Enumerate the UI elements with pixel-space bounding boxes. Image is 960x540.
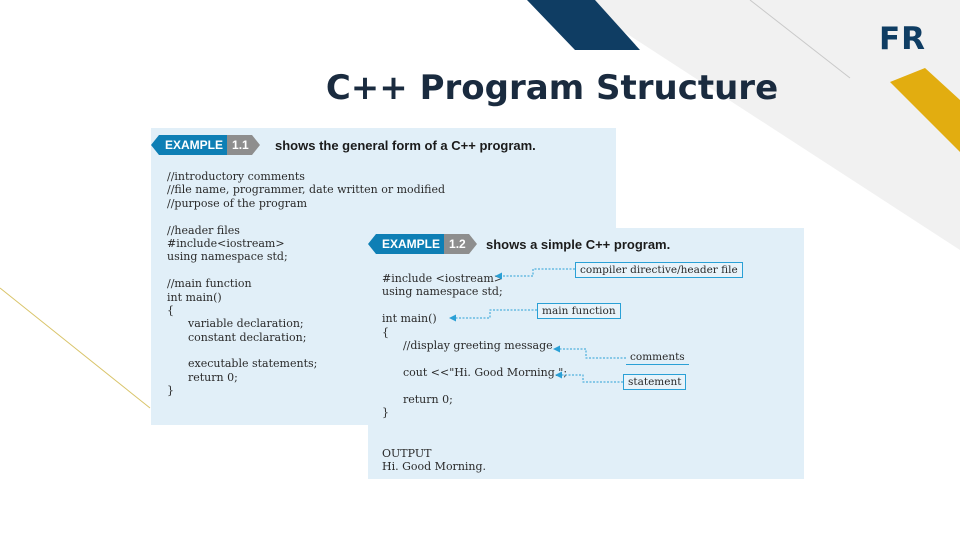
callout-directive: compiler directive/header file xyxy=(575,262,743,278)
callout-main-function: main function xyxy=(537,303,621,319)
code-line: variable declaration; xyxy=(167,317,304,331)
badge-tail-icon xyxy=(368,234,376,254)
code-line: //display greeting message xyxy=(382,338,553,352)
company-logo: FR xyxy=(879,21,927,57)
gold-diagonal-line xyxy=(0,288,150,408)
code-line: int main() xyxy=(382,312,437,326)
code-line: return 0; xyxy=(382,392,453,406)
code-line: Hi. Good Morning. xyxy=(382,460,487,474)
code-line: int main() xyxy=(167,290,222,304)
code-line: //introductory comments xyxy=(167,170,305,183)
example-1-2-output xyxy=(382,447,486,474)
code-line xyxy=(382,379,567,392)
code-line: cout <<"Hi. Good Morning."; xyxy=(382,365,568,379)
callout-statement: statement xyxy=(623,374,686,390)
slide-title: C++ Program Structure xyxy=(325,68,779,108)
code-line: //header files xyxy=(167,223,240,237)
code-line: constant declaration; xyxy=(167,330,307,344)
code-line: { xyxy=(382,325,389,339)
badge-arrow-icon xyxy=(252,135,260,155)
example-1-2-code xyxy=(382,272,567,419)
badge-word: EXAMPLE xyxy=(159,135,227,155)
badge-word: EXAMPLE xyxy=(376,234,444,254)
code-line: using namespace std; xyxy=(167,250,288,264)
code-line: #include <iostream> xyxy=(382,272,504,285)
badge-number: 1.2 xyxy=(444,234,469,254)
code-line: //file name, programmer, date written or modified xyxy=(167,183,446,197)
example-1-1-caption: shows the general form of a C++ program. xyxy=(275,138,536,153)
example-1-2-card xyxy=(368,228,804,479)
badge-tail-icon xyxy=(151,135,159,155)
code-line: //purpose of the program xyxy=(167,196,308,210)
code-line xyxy=(382,352,567,365)
code-line xyxy=(167,210,445,223)
example-1-2-badge xyxy=(368,234,477,254)
code-line: //main function xyxy=(167,277,252,291)
badge-arrow-icon xyxy=(469,234,477,254)
code-line: using namespace std; xyxy=(382,285,503,299)
code-line: { xyxy=(167,303,174,317)
example-1-1-badge xyxy=(151,135,260,155)
example-1-2-caption: shows a simple C++ program. xyxy=(486,237,671,252)
code-line: } xyxy=(382,405,389,419)
code-line: return 0; xyxy=(167,370,238,384)
code-line: #include<iostream> xyxy=(167,236,285,250)
callout-comments: comments xyxy=(626,350,689,365)
badge-number: 1.1 xyxy=(227,135,252,155)
code-line: } xyxy=(167,384,174,398)
code-line: OUTPUT xyxy=(382,447,432,460)
code-line: executable statements; xyxy=(167,357,318,371)
